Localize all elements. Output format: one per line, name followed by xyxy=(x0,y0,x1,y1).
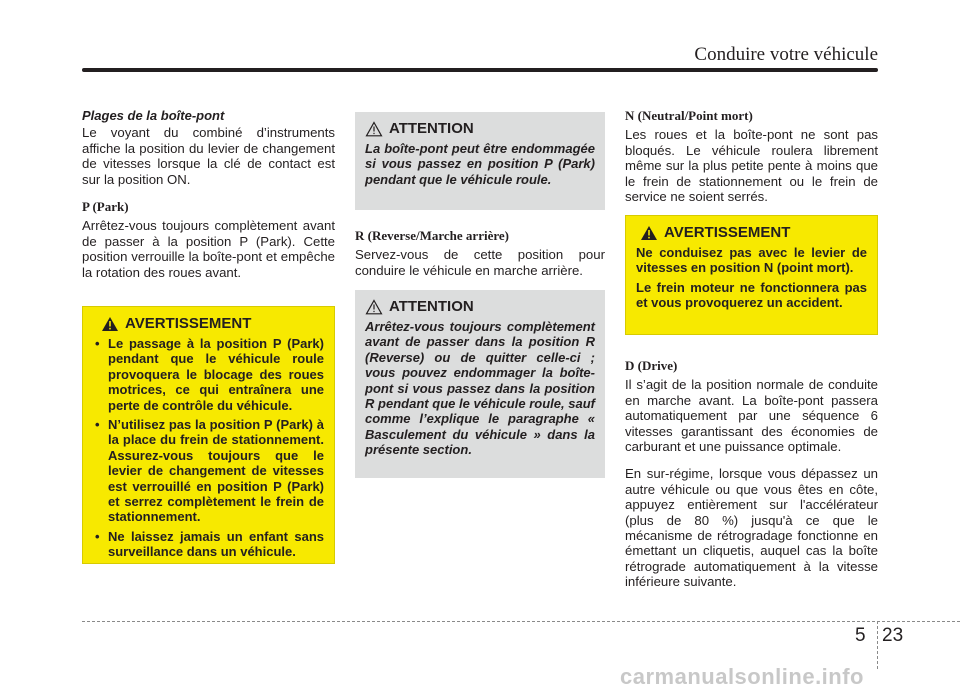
warning-triangle-icon xyxy=(101,316,119,332)
column-left xyxy=(82,108,335,292)
park-paragraph: Arrêtez-vous toujours complètement avant de passer à la position P (Park). Cette position verrouille la boîte-pont et empêche la rotation des roues avant. xyxy=(82,218,335,280)
attention-text: La boîte-pont peut être endommagée si vous passez en position P (Park) pendant que le véhicule roule. xyxy=(365,141,595,187)
neutral-paragraph: Les roues et la boîte-pont ne sont pas bloqués. Le véhicule roulera librement même sur la plus petite pente à moins que le frein de stationnement ou le frein de service ne soient serrés. xyxy=(625,127,878,205)
reverse-paragraph: Servez-vous de cette position pour conduire le véhicule en marche arrière. xyxy=(355,247,605,278)
column-middle xyxy=(355,228,605,290)
reverse-heading: R (Reverse/Marche arrière) xyxy=(355,228,509,243)
park-heading: P (Park) xyxy=(82,199,129,215)
attention-text: Arrêtez-vous toujours complètement avant de passer dans la position R (Reverse) ou de quitter celle-ci ; vous pouvez endommager la boîte-pont si vous passez dans la position R pendant que le véhicule roule, sauf comme l’explique le paragraphe « Basculement du véhicule » dans la présente section. xyxy=(365,319,595,458)
warning-title: AVERTISSEMENT xyxy=(664,224,791,241)
drive-paragraph: En sur-régime, lorsque vous dépassez un autre véhicule ou que vous êtes en côte, appuyez entièrement sur l'accélérateur (plus de 80 %) jusqu'à ce que le mécanisme de rétrogradage fonctionne en émettant un cliquetis, auquel cas la boîte rétrograde automatiquement à la vitesse inférieure suivante. xyxy=(625,466,878,590)
header-rule xyxy=(82,68,878,72)
footer-rule xyxy=(82,621,960,622)
column-right-bottom xyxy=(625,358,878,602)
page-number: 23 xyxy=(882,625,904,646)
warning-list xyxy=(93,336,324,560)
warning-triangle-icon xyxy=(640,225,658,241)
intro-paragraph: Le voyant du combiné d’instruments affiche la position du levier de changement de vitesses lorsque la clé de contact est sur la position ON. xyxy=(82,125,335,187)
drive-paragraph: Il s’agit de la position normale de conduite en marche avant. La boîte-pont passera automatiquement par une séquence 6 vitesses garantissant des économies de carburant et une puissance optimale. xyxy=(625,377,878,455)
neutral-heading: N (Neutral/Point mort) xyxy=(625,108,753,123)
drive-heading: D (Drive) xyxy=(625,358,678,373)
warning-text: Le frein moteur ne fonctionnera pas et vous provoquerez un accident. xyxy=(636,279,867,311)
section-heading: Plages de la boîte-pont xyxy=(82,108,225,123)
page-header-title: Conduire votre véhicule xyxy=(694,44,878,65)
warning-title-row xyxy=(640,224,867,241)
attention-title: ATTENTION xyxy=(389,120,474,137)
warning-item: • N’utilisez pas la position P (Park) à la place du frein de stationnement. Assurez-vous toujours que le levier de changement de vitesses est verrouillé en position P (Park) et serrez complètement le frein de stationnement. xyxy=(93,417,324,525)
attention-title-row xyxy=(365,120,595,137)
footer-divider xyxy=(877,621,878,669)
warning-box-neutral xyxy=(625,215,878,335)
attention-box-reverse xyxy=(355,290,605,478)
attention-box-park xyxy=(355,112,605,210)
column-right-top xyxy=(625,108,878,216)
watermark: carmanualsonline.info xyxy=(620,664,864,689)
warning-item: • Ne laissez jamais un enfant sans surveillance dans un véhicule. xyxy=(93,529,324,560)
attention-title: ATTENTION xyxy=(389,298,474,315)
caution-triangle-icon xyxy=(365,299,383,315)
warning-text: Ne conduisez pas avec le levier de vitesses en position N (point mort). xyxy=(636,245,867,276)
warning-item: • Le passage à la position P (Park) pendant que le véhicule roule provoquera le blocage des roues motrices, ce qui entraînera une perte de contrôle du véhicule. xyxy=(93,336,324,413)
warning-title: AVERTISSEMENT xyxy=(125,315,252,332)
warning-box-park xyxy=(82,306,335,564)
attention-title-row xyxy=(365,298,595,315)
warning-title-row xyxy=(101,315,324,332)
chapter-number: 5 xyxy=(855,625,866,646)
caution-triangle-icon xyxy=(365,121,383,137)
